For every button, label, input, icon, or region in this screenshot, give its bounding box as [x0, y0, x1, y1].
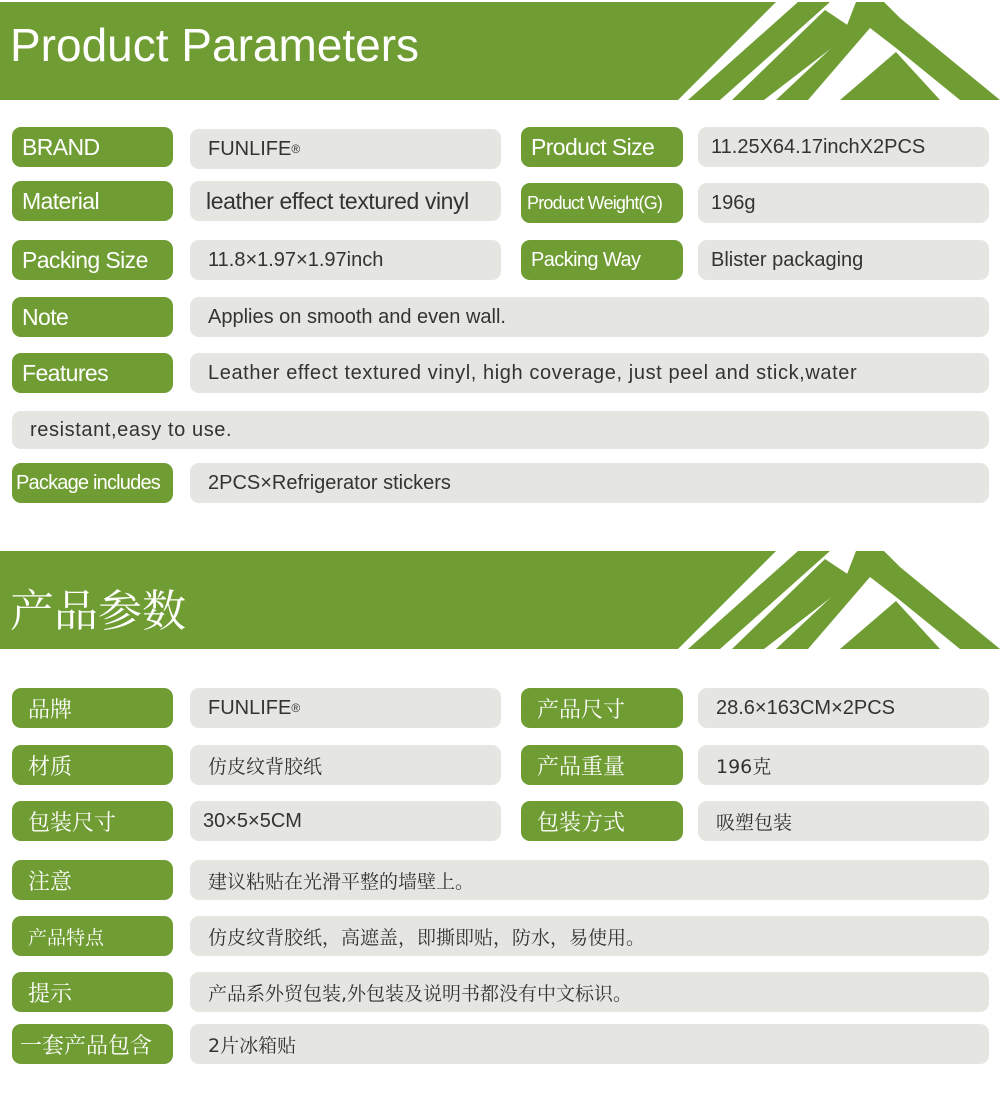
brand-label: 品牌 — [12, 688, 173, 728]
material-value: leather effect textured vinyl — [190, 181, 501, 221]
product-weight-label: Product Weight(G) — [521, 183, 683, 223]
product-size-label: Product Size — [521, 127, 683, 167]
packing-way-value: Blister packaging — [698, 240, 989, 280]
features-value: 仿皮纹背胶纸，高遮盖，即撕即贴，防水，易使用。 — [190, 916, 989, 956]
brand-value — [190, 688, 501, 728]
note-label: Note — [12, 297, 173, 337]
features-label: Features — [12, 353, 173, 393]
brand-label: BRAND — [12, 127, 173, 167]
product-size-label: 产品尺寸 — [521, 688, 683, 728]
package-includes-value: 2片冰箱贴 — [190, 1024, 989, 1064]
page-title: Product Parameters — [10, 19, 420, 71]
material-label: Material — [12, 181, 173, 221]
product-size-value: 11.25X64.17inchX2PCS — [698, 127, 989, 167]
product-weight-label: 产品重量 — [521, 745, 683, 785]
english-header-banner — [0, 0, 1000, 100]
material-label: 材质 — [12, 745, 173, 785]
package-includes-value: 2PCS×Refrigerator stickers — [190, 463, 989, 503]
product-weight-value: 196克 — [698, 745, 989, 785]
tip-label: 提示 — [12, 972, 173, 1012]
packing-size-value: 11.8×1.97×1.97inch — [190, 240, 501, 280]
brand-value — [190, 129, 501, 169]
registered-mark: ® — [291, 142, 301, 156]
features-value-line1: Leather effect textured vinyl, high coverage, just peel and stick,water — [190, 353, 989, 393]
product-size-value: 28.6×163CM×2PCS — [698, 688, 989, 728]
note-value: 建议粘贴在光滑平整的墙壁上。 — [190, 860, 989, 900]
packing-size-label: 包装尺寸 — [12, 801, 173, 841]
material-value: 仿皮纹背胶纸 — [190, 745, 501, 785]
features-value-line2: resistant,easy to use. — [12, 411, 989, 449]
package-includes-label: Package includes — [12, 463, 173, 503]
note-value: Applies on smooth and even wall. — [190, 297, 989, 337]
registered-mark: ® — [291, 701, 301, 715]
tip-value: 产品系外贸包装,外包装及说明书都没有中文标识。 — [190, 972, 989, 1012]
packing-way-value: 吸塑包装 — [698, 801, 989, 841]
note-label: 注意 — [12, 860, 173, 900]
packing-size-value: 30×5×5CM — [190, 801, 501, 841]
brand-name: FUNLIFE — [208, 696, 292, 719]
product-weight-value: 196g — [698, 183, 989, 223]
package-includes-label: 一套产品包含 — [12, 1024, 173, 1064]
page-title-chinese: 产品参数 — [10, 586, 186, 637]
brand-name: FUNLIFE — [208, 137, 292, 160]
chinese-header-banner — [0, 549, 1000, 649]
packing-way-label: 包装方式 — [521, 801, 683, 841]
packing-way-label: Packing Way — [521, 240, 683, 280]
packing-size-label: Packing Size — [12, 240, 173, 280]
features-label: 产品特点 — [12, 916, 173, 956]
